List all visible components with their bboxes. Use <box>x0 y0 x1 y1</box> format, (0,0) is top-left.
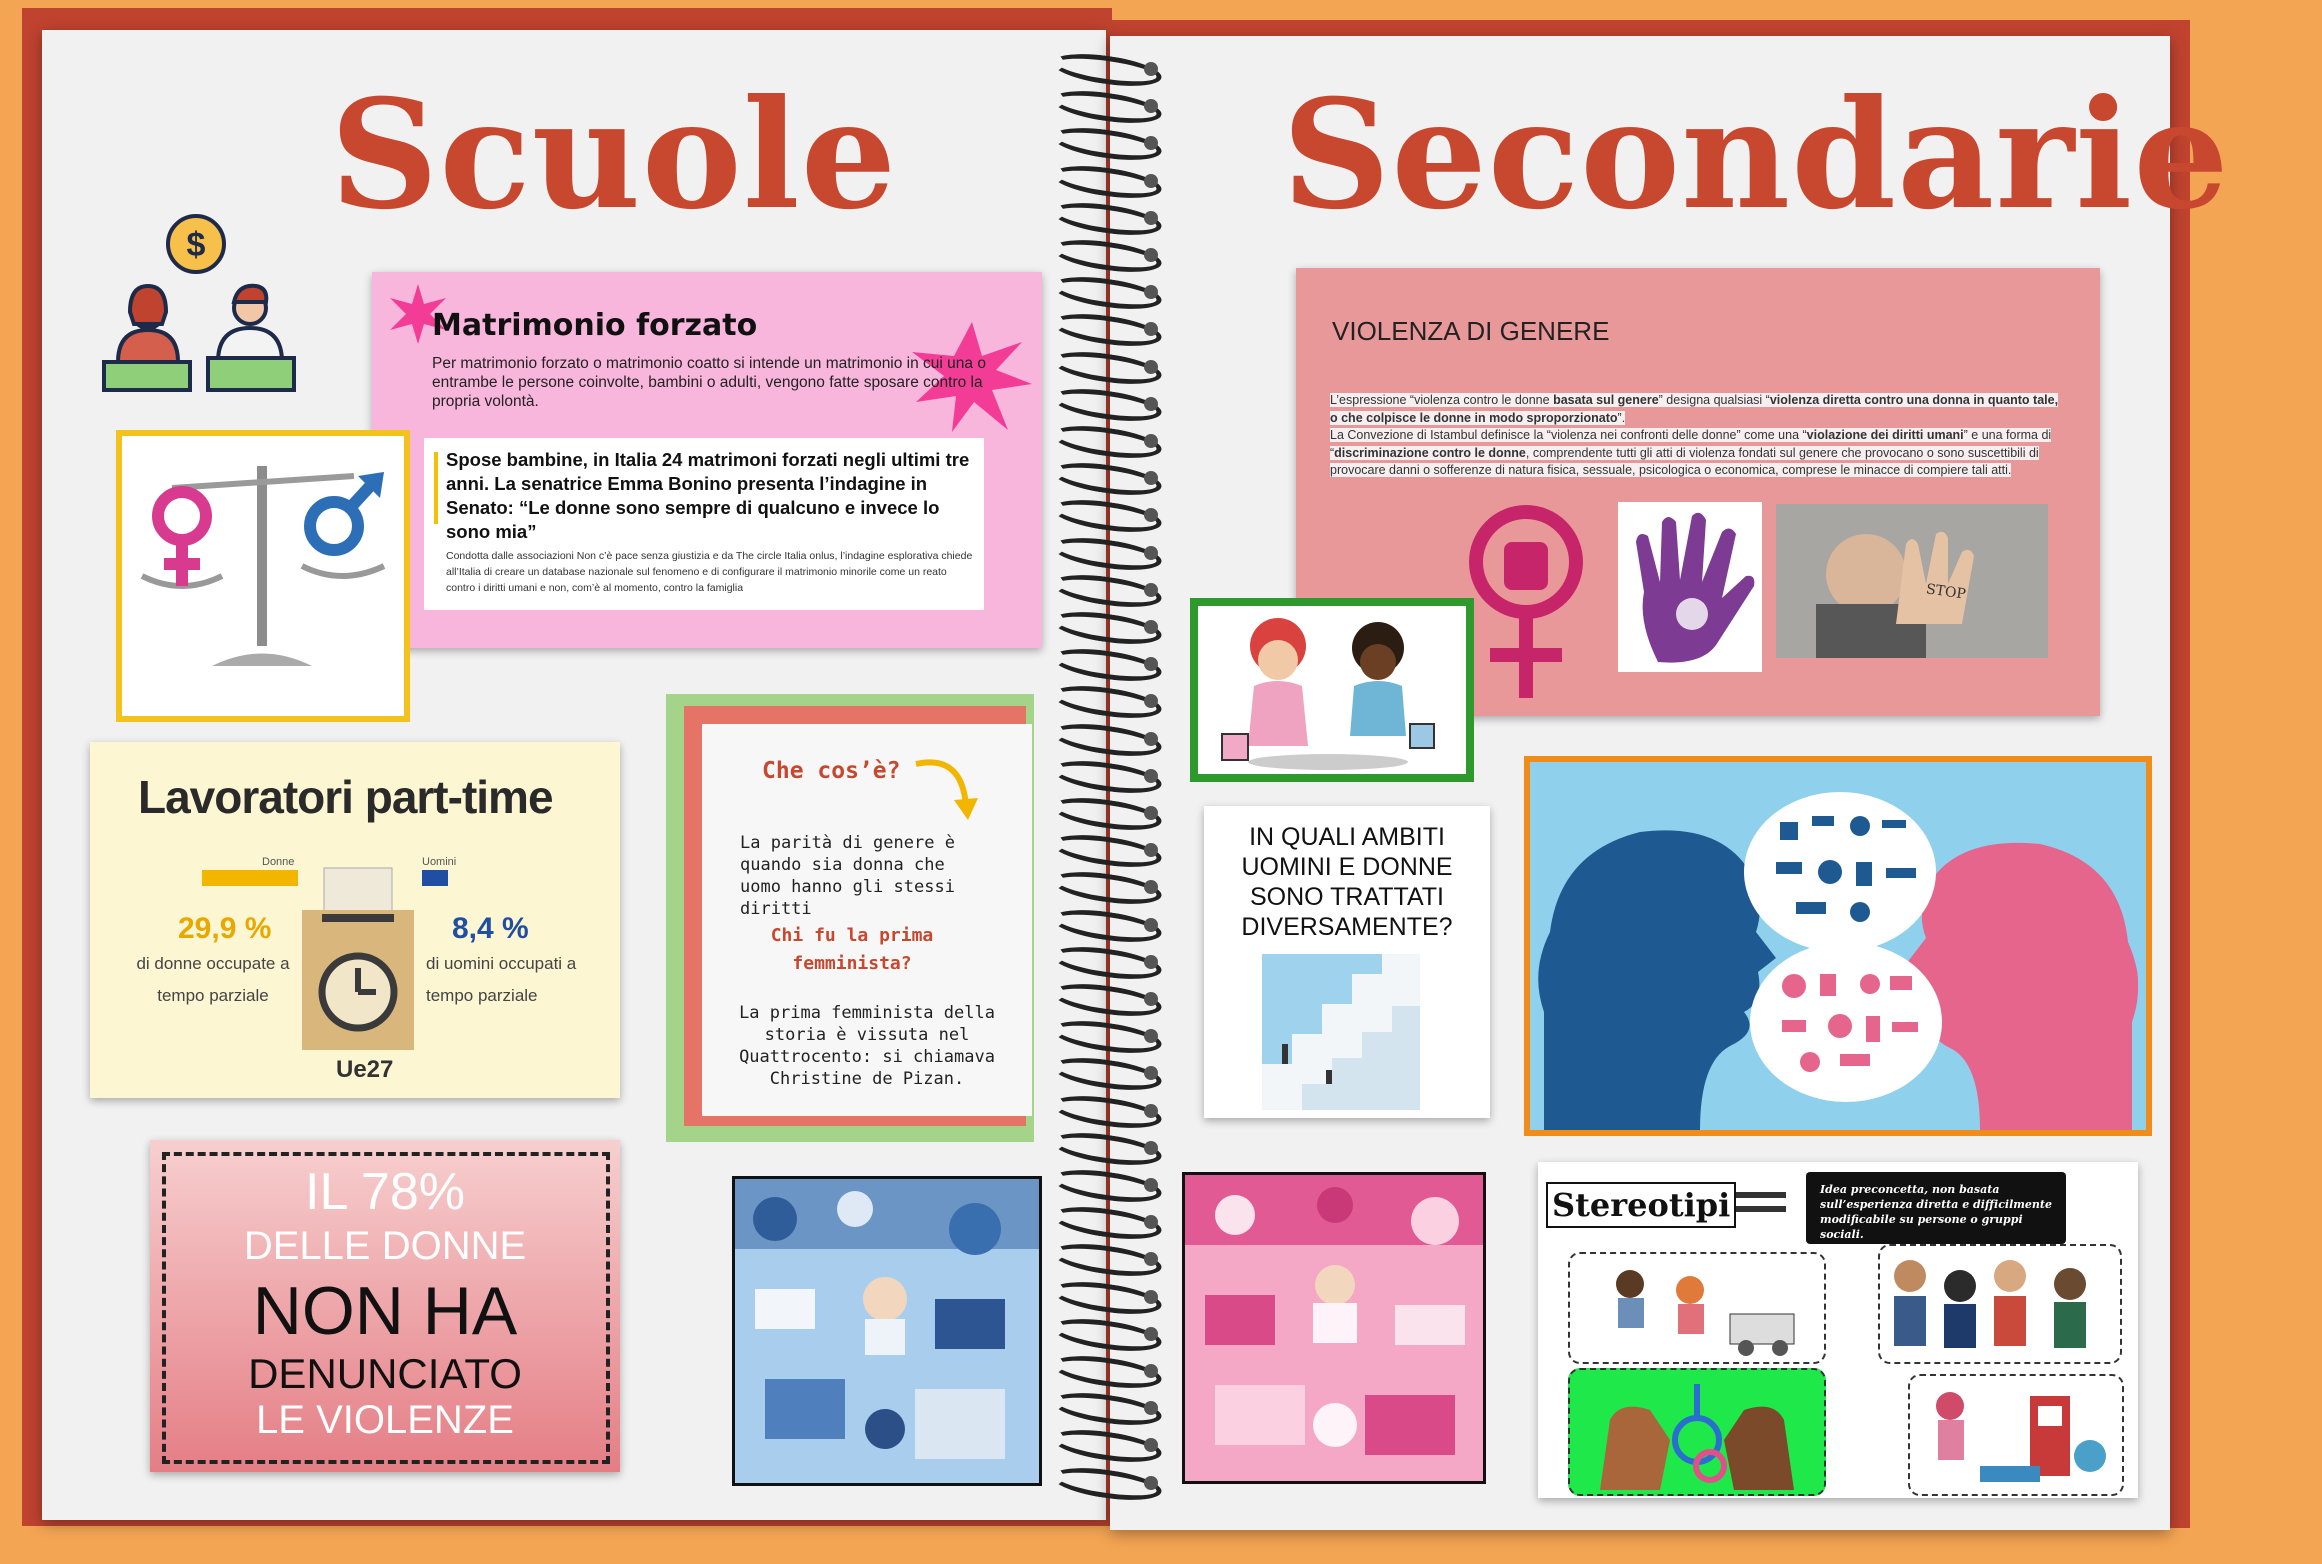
violenza-p2-e: , comprendente tutti gli atti di violenza fondati sul genere che provocano o sono suscettibili di provocare danni o sofferenze di natura fisica, sessuale, psicologica o economica, comprese le minacce di compiere tali atti. <box>1330 445 2039 477</box>
men-description: di uomini occupati a tempo parziale <box>426 954 577 1005</box>
binding-hole <box>1144 248 1158 262</box>
kids-painting-image <box>1190 598 1474 782</box>
statistic-line2: DELLE DONNE <box>243 1224 527 1268</box>
statistic-78-card <box>150 1140 620 1472</box>
violenza-p1-b: basata sul genere <box>1553 393 1659 407</box>
binding-hole <box>1144 1364 1158 1378</box>
stereotype-fists-image <box>1568 1368 1826 1496</box>
binding-hole <box>1144 62 1158 76</box>
matrimonio-article <box>424 438 984 610</box>
violenza-p1-a: L’espressione “violenza contro le donne <box>1330 393 1554 407</box>
che-cose-definition: La parità di genere è quando sia donna che uomo hanno gli stessi diritti <box>740 833 955 919</box>
binding-hole <box>1144 1178 1158 1192</box>
svg-text:$: $ <box>186 226 206 264</box>
stop-photo <box>1776 504 2048 658</box>
binding-hole <box>1144 620 1158 634</box>
binding-hole <box>1144 992 1158 1006</box>
statistic-line3: NON HA <box>252 1273 518 1349</box>
equal-pay-icon <box>100 212 300 392</box>
stereotipi-card <box>1538 1162 2138 1498</box>
statistic-line1: IL 78% <box>305 1163 465 1221</box>
binding-hole <box>1144 397 1158 411</box>
ballot-box-clock-icon <box>298 852 418 1052</box>
stop-text: STOP <box>1925 581 1967 603</box>
binding-hole <box>1144 360 1158 374</box>
statistic-line5: LE VIOLENZE <box>256 1398 514 1442</box>
stereotype-kids-image <box>1568 1252 1826 1364</box>
che-cose-title: Che cos’è? <box>762 758 901 784</box>
women-description: di donne occupate a tempo parziale <box>136 954 290 1005</box>
legend-men-swatch <box>422 870 448 886</box>
part-time-title: Lavoratori part-time <box>138 771 553 823</box>
stereotipi-definition-box <box>1806 1172 2066 1244</box>
title-right: Secondarie <box>1282 67 2230 243</box>
che-cose-answer: La prima femminista della storia è vissuta nel Quattrocento: si chiamava Christine de Pizan. <box>739 1003 995 1089</box>
legend-men-label: Uomini <box>422 856 457 868</box>
binding-hole <box>1144 211 1158 225</box>
violenza-p1-c: ” designa qualsiasi “ <box>1658 393 1770 407</box>
violenza-title: VIOLENZA DI GENERE <box>1332 316 1610 346</box>
violenza-p2-a: La Convezione di Istambul definisce la “violenza nei confronti delle donne” come una “ <box>1330 428 1807 442</box>
matrimonio-intro: Per matrimonio forzato o matrimonio coatto si intende un matrimonio in cui una o entrambe le persone coinvolte, bambini o adulti, vengono fatte sposare contro la propria volontà. <box>432 355 986 410</box>
stereotype-jobs-image <box>1878 1244 2122 1364</box>
blue-toys-photo <box>732 1176 1042 1486</box>
women-percentage: 29,9 % <box>178 912 272 945</box>
region-label: Ue27 <box>336 1056 394 1083</box>
binding-hole <box>1144 918 1158 932</box>
legend-women-label: Donne <box>262 856 295 868</box>
violenza-p2 <box>1330 428 2051 477</box>
title-left: Scuole <box>330 67 898 243</box>
statistic-line4: DENUNCIATO <box>248 1350 522 1397</box>
stereotipi-definition: Idea preconcetta, non basata sull’esperienza diretta e difficilmente modificabile su persone o gruppi sociali. <box>1820 1183 2052 1241</box>
violenza-text <box>1330 392 2060 480</box>
violenza-p1-d: violenza diretta contro una donna in quanto tale, o che colpisce le donne in modo sproporzionato <box>1330 393 2059 425</box>
binding-hole <box>1144 1290 1158 1304</box>
matrimonio-headline: Spose bambine, in Italia 24 matrimoni forzati negli ultimi tre anni. La senatrice Emma Bonino presenta l’indagine in Senato: “Le donne sono sempre di qualcuno e invece lo sono mia” <box>446 449 970 542</box>
gender-scale-image <box>116 430 410 722</box>
stereotype-household-image <box>1908 1374 2124 1496</box>
curved-arrow-icon <box>912 754 982 824</box>
matrimonio-body: Condotta dalle associazioni Non c’è pace senza giustizia e da The circle Italia onlus, l’indagine esplorativa chiede all’Italia di creare un database nazionale sul fenomeno e di configurare il matrimonio minorile come un reato contro i diritti umani e non, com’è al momento, contro la famiglia <box>446 550 973 594</box>
stereotipi-title: Stereotipi <box>1546 1182 1736 1228</box>
binding-hole <box>1144 546 1158 560</box>
men-percentage: 8,4 % <box>452 912 529 945</box>
violenza-p1 <box>1330 393 2058 425</box>
che-cose-question: Chi fu la prima femminista? <box>770 925 934 974</box>
violenza-p1-e: ”. <box>1617 410 1626 425</box>
equals-sign-icon <box>1736 1192 1786 1214</box>
binding-hole <box>1144 583 1158 597</box>
violenza-p2-d: discriminazione contro le donne <box>1334 445 1526 460</box>
staircase-image <box>1262 954 1420 1110</box>
part-time-workers-card <box>90 742 620 1098</box>
che-cose-card <box>666 694 1034 1142</box>
ambiti-text: IN QUALI AMBITI UOMINI E DONNE SONO TRATTATI DIVERSAMENTE? <box>1241 823 1453 941</box>
pink-toys-photo <box>1182 1172 1486 1484</box>
binding-hole <box>1144 806 1158 820</box>
gender-stereotype-heads-image <box>1524 756 2152 1136</box>
legend-women-swatch <box>202 870 298 886</box>
che-cose-inner <box>702 724 1032 1116</box>
binding-hole <box>1144 1327 1158 1341</box>
feminist-fist-icon <box>1466 504 1586 700</box>
ambiti-card <box>1204 806 1490 1118</box>
violenza-p2-c: ” e una forma di “ <box>1330 428 2052 460</box>
matrimonio-title: Matrimonio forzato <box>432 308 758 343</box>
binding-hole <box>1144 732 1158 746</box>
binding-hole <box>1144 434 1158 448</box>
binding-hole <box>1144 769 1158 783</box>
binding-hole <box>1144 1476 1158 1490</box>
binding-hole <box>1144 1104 1158 1118</box>
binding-hole <box>1144 1141 1158 1155</box>
binding-hole <box>1144 955 1158 969</box>
violenza-p2-b: violazione dei diritti umani <box>1806 428 1964 442</box>
purple-hand-image <box>1618 502 1762 672</box>
article-accent-bar <box>434 452 438 524</box>
binding-hole <box>1144 174 1158 188</box>
matrimonio-forzato-card <box>372 272 1042 648</box>
